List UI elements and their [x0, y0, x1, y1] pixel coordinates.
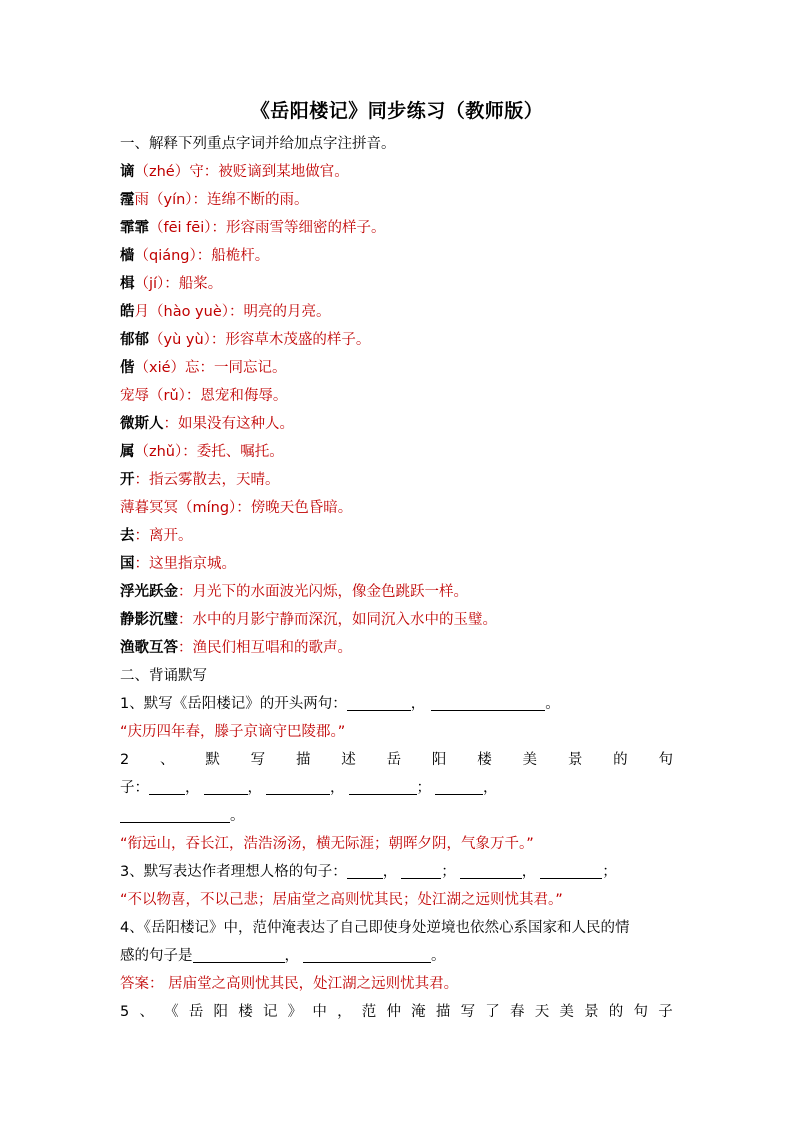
vocab-item: [120, 354, 680, 382]
spaced-char: ，: [337, 1004, 352, 1020]
spaced-char: 述: [341, 752, 356, 768]
vocab-item: [120, 186, 680, 214]
spaced-char: 2: [120, 752, 130, 768]
q3-blank-4[interactable]: [540, 862, 602, 879]
question-4-line-1: 4、《岳阳楼记》中，范仲淹表达了自己即使身处逆境也依然心系国家和人民的情: [120, 920, 630, 936]
vocab-definition: 薄暮冥冥（míng）：傍晚天色昏暗。: [120, 500, 353, 516]
document-body: [120, 130, 680, 1026]
question-4-line-2: [120, 942, 680, 970]
vocab-definition: ：如果没有这种人。: [163, 416, 294, 432]
q1-prompt: 1、默写《岳阳楼记》的开头两句：: [120, 696, 347, 712]
q2-blank-6[interactable]: [120, 806, 230, 823]
spaced-char: 春: [509, 1004, 525, 1020]
vocab-term: 微斯人: [120, 416, 164, 432]
spaced-char: 描: [295, 752, 311, 768]
q3-answer: “不以物喜，不以己悲；居庙堂之高则忧其民；处江湖之远则忧其君。”: [120, 892, 563, 908]
q2-blank-5[interactable]: [435, 778, 483, 795]
vocab-term: 静影沉璧: [120, 612, 178, 628]
vocab-definition: （zhǔ）：委托、嘱托。: [134, 444, 284, 460]
q3-blank-1[interactable]: [347, 862, 383, 879]
spaced-char: 岳: [188, 1004, 204, 1020]
vocab-definition: （xié）忘：一同忘记。: [134, 360, 287, 376]
vocab-item: [120, 522, 680, 550]
vocab-definition: 月（hào yuè）：明亮的月亮。: [134, 304, 331, 320]
vocab-item: [120, 158, 680, 186]
q2-blank-3[interactable]: [266, 778, 330, 795]
q2-answer: “衔远山，吞长江，浩浩汤汤，横无际涯；朝晖夕阴，气象万千。”: [120, 836, 534, 852]
q1-blank-1[interactable]: [347, 694, 411, 711]
spaced-char: 描: [435, 1004, 451, 1020]
spaced-char: 《: [164, 1004, 179, 1020]
vocab-definition: （yù yù）：形容草木茂盛的样子。: [149, 332, 371, 348]
spaced-char: 楼: [238, 1004, 253, 1020]
spaced-char: 岳: [386, 752, 402, 768]
spaced-char: 范: [361, 1004, 377, 1020]
vocab-term: 国: [120, 556, 135, 572]
spaced-char: 、: [139, 1004, 154, 1020]
spaced-char: 的: [613, 752, 628, 768]
vocab-term: 开: [120, 472, 135, 488]
vocab-list: [120, 158, 680, 662]
vocab-term: 楫: [120, 276, 135, 292]
vocab-term: 去: [120, 528, 135, 544]
spaced-char: 默: [205, 752, 220, 768]
q4-sep: ，: [284, 948, 299, 964]
q3-blank-2[interactable]: [401, 862, 441, 879]
vocab-item: [120, 270, 680, 298]
spaced-char: 阳: [213, 1004, 229, 1020]
vocab-definition: ：水中的月影宁静而深沉，如同沉入水中的玉璧。: [178, 612, 497, 628]
spaced-char: 、: [160, 752, 175, 768]
q3-sep-2: ；: [441, 864, 456, 880]
spaced-char: 美: [522, 752, 538, 768]
vocab-definition: ：月光下的水面波光闪烁，像金色跳跃一样。: [178, 584, 468, 600]
spaced-char: 句: [658, 752, 673, 768]
vocab-definition: 雨（yín）：连绵不断的雨。: [134, 192, 309, 208]
q4-prompt-end: 感的句子是: [120, 948, 193, 964]
q2-sep-1: ，: [185, 780, 200, 796]
vocab-item: [120, 438, 680, 466]
vocab-term: 皓: [120, 304, 135, 320]
vocab-definition: （qiáng）：船桅杆。: [134, 248, 270, 264]
q2-blank-1[interactable]: [149, 778, 185, 795]
spaced-char: 景: [584, 1004, 599, 1020]
question-5-line-1: [120, 998, 673, 1026]
q2-sep-2: ，: [247, 780, 262, 796]
question-2-line-3: [120, 802, 680, 830]
spaced-char: 仲: [386, 1004, 401, 1020]
spaced-char: 句: [633, 1004, 648, 1020]
q3-sep-3: ，: [521, 864, 537, 880]
q1-separator: ，: [410, 696, 426, 712]
spaced-char: 淹: [411, 1004, 426, 1020]
q1-blank-2[interactable]: [431, 694, 545, 711]
q4-end: 。: [431, 948, 446, 964]
vocab-term: 霪: [120, 192, 135, 208]
vocab-definition: 宠辱（rǔ）：恩宠和侮辱。: [120, 388, 288, 404]
spaced-char: 写: [250, 752, 266, 768]
vocab-item: [120, 494, 680, 522]
spaced-char: 》: [287, 1004, 303, 1020]
question-1: [120, 690, 680, 718]
section1-heading: 一、解释下列重点字词并给加点字注拼音。: [120, 136, 396, 152]
q3-sep-4: ；: [602, 864, 617, 880]
q4-blank-2[interactable]: [303, 946, 431, 963]
spaced-char: 记: [262, 1004, 278, 1020]
vocab-definition: ：渔民们相互唱和的歌声。: [178, 640, 352, 656]
vocab-item: [120, 550, 680, 578]
vocab-term: 霏霏: [120, 220, 149, 236]
spaced-char: 子: [658, 1004, 673, 1020]
spaced-char: 美: [559, 1004, 574, 1020]
q1-end: 。: [545, 696, 560, 712]
q2-end: 。: [230, 808, 245, 824]
vocab-item: [120, 578, 680, 606]
section2-heading: 二、背诵默写: [120, 668, 207, 684]
q4-blank-1[interactable]: [193, 946, 285, 963]
spaced-char: 了: [485, 1004, 500, 1020]
vocab-term: 偕: [120, 360, 135, 376]
vocab-term: 属: [120, 444, 135, 460]
vocab-item: [120, 466, 680, 494]
vocab-definition: （jí）：船桨。: [134, 276, 223, 292]
vocab-item: [120, 634, 680, 662]
vocab-term: 渔歌互答: [120, 640, 178, 656]
q3-sep-1: ，: [382, 864, 398, 880]
question-2-line-2: [120, 774, 680, 802]
q3-prompt: 3、默写表达作者理想人格的句子：: [120, 864, 347, 880]
q2-prompt-end: 子：: [120, 780, 149, 796]
vocab-item: [120, 242, 680, 270]
vocab-definition: ：这里指京城。: [134, 556, 236, 572]
vocab-definition: （zhé）守：被贬谪到某地做官。: [134, 164, 349, 180]
spaced-char: 写: [460, 1004, 476, 1020]
q1-answer: “庆历四年春，滕子京谪守巴陵郡。”: [120, 724, 346, 740]
spaced-char: 5: [120, 1004, 130, 1020]
q2-blank-2[interactable]: [204, 778, 248, 795]
spaced-char: 的: [608, 1004, 624, 1020]
vocab-term: 谪: [120, 164, 135, 180]
vocab-item: [120, 606, 680, 634]
q2-sep-4: ；: [416, 780, 431, 796]
vocab-item: [120, 410, 680, 438]
q2-sep-3: ，: [330, 780, 345, 796]
page-title: 《岳阳楼记》同步练习（教师版）: [250, 100, 544, 122]
vocab-definition: ：指云雾散去，天晴。: [134, 472, 280, 488]
spaced-char: 景: [567, 752, 583, 768]
spaced-char: 中: [312, 1004, 327, 1020]
vocab-term: 浮光跃金: [120, 584, 178, 600]
question-3: [120, 858, 680, 886]
vocab-definition: ：离开。: [134, 528, 193, 544]
question-2-line-1: [120, 746, 673, 774]
vocab-item: [120, 214, 680, 242]
q4-answer: 答案： 居庙堂之高则忧其民，处江湖之远则忧其君。: [120, 976, 459, 992]
q3-blank-3[interactable]: [460, 862, 522, 879]
vocab-term: 郁郁: [120, 332, 149, 348]
vocab-item: [120, 382, 680, 410]
q2-sep-5: ，: [483, 780, 498, 796]
spaced-char: 楼: [477, 752, 492, 768]
spaced-char: 阳: [431, 752, 447, 768]
vocab-item: [120, 298, 680, 326]
vocab-item: [120, 326, 680, 354]
vocab-definition: （fēi fēi）：形容雨雪等细密的样子。: [149, 220, 386, 236]
vocab-term: 樯: [120, 248, 135, 264]
spaced-char: 天: [534, 1004, 550, 1020]
q2-blank-4[interactable]: [349, 778, 417, 795]
